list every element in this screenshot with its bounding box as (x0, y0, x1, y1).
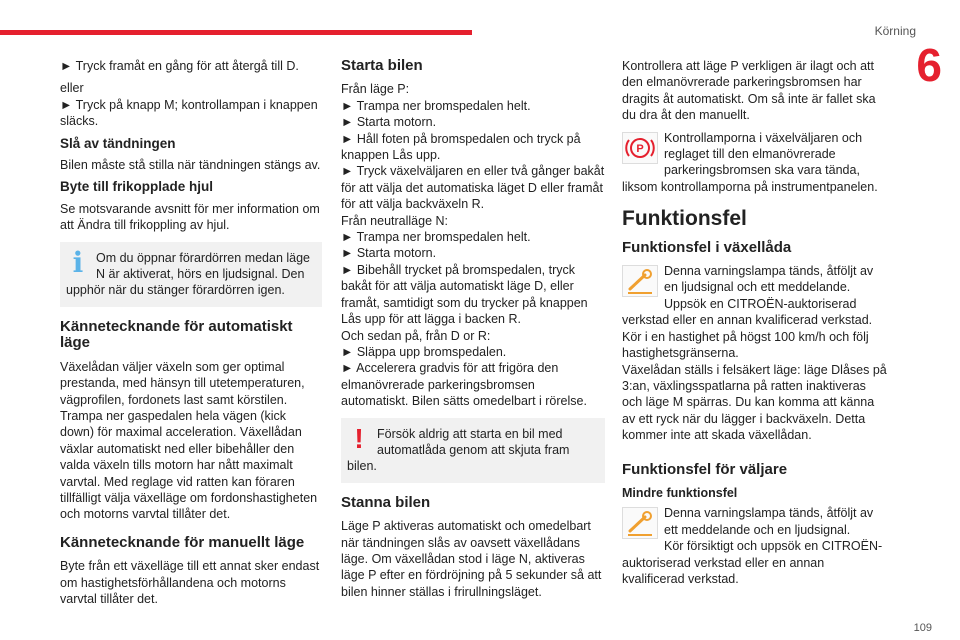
info-note (60, 242, 322, 307)
parking-brake-icon (622, 132, 658, 164)
paragraph: Denna varningslampa tänds, åtföljt av ett meddelande och en ljudsignal. Kör försiktigt och uppsök en CITROËN-auktoriserad verkstad eller en annan kvalificerad verkstad. (622, 506, 883, 586)
paragraph: Kontrollera att läge P verkligen är ilagt och att den elmanövrerade parkeringsbromsen har dragits åt automatiskt. Om så inte är fallet ska du dra åt den manuellt. (622, 59, 876, 123)
page-number: 109 (913, 622, 932, 634)
paragraph: Se motsvarande avsnitt för mer information om att Ändra till frikoppling av hjul. (60, 201, 320, 233)
chapter-number: 6 (916, 39, 942, 91)
wrench-icon (622, 265, 658, 297)
heading-gearbox-fault: Funktionsfel i växellåda (622, 238, 792, 256)
paragraph: Denna varningslampa tänds, åtföljt av en ljudsignal och ett meddelande. Uppsök en CITROËN-auktoriserad verkstad eller en annan kvalificerad verkstad. Kör i en hastighet på högst 100 km/h och följ hastighetsgränserna. Växelådan ställs i felsäkert läge: läge Dlåses på 3:an, växlingsspatlarna på ratten inaktiveras och läge M spärras. Du kan komma att känna av ett ryck när du lägger i backväxeln. Detta kommer inte att skada växellådan. (622, 264, 887, 443)
paragraph: Kontrollamporna i växelväljaren och reglaget till den elmanövrerade parkeringsbromsen ska vara tända, liksom kontrollamporna på instrumentpanelen. (622, 130, 878, 194)
paragraph: ► Tryck framåt en gång för att återgå till D. (60, 59, 299, 73)
heading-fault: Funktionsfel (622, 207, 747, 231)
svg-text:P: P (636, 142, 644, 155)
heading-auto-mode: Kännetecknande för automatiskt läge (60, 317, 293, 352)
heading-minor-fault: Mindre funktionsfel (622, 485, 738, 500)
paragraph: Bilen måste stå stilla när tändningen stängs av. (60, 158, 321, 173)
section-title: Körning (874, 24, 916, 38)
paragraph: Växelådan väljer växeln som ger optimal prestanda, med hänsyn till utetemperaturen, vägprofilen, fordonets last samt körstilen. Trampa ner gaspedalen hela vägen (kick down) för maximal acceleration. Växellådan växlar automatiskt ned eller bibehåller den valda växeln tills motorn har nått maximalt varvtal. Med reglage vid ratten kan föraren tillfälligt välja växelläge om fordonshastigheten och motorns varvtal tillåter det. (60, 359, 318, 522)
heading-freewheel: Byte till frikopplade hjul (60, 179, 214, 195)
heading-selector-fault: Funktionsfel för väljare (622, 460, 788, 478)
paragraph: Från läge P: ► Trampa ner bromspedalen helt. ► Starta motorn. ► Håll foten på bromspedalen och tryck på knappen Lås upp. ► Tryck växelväljaren en eller två gånger bakåt för att välja det automatiska läget D eller framåt för att välja backväxeln R. Från neutralläge N: ► Trampa ner bromspedalen helt. ► Starta motorn. ► Bibehåll trycket på bromspedalen, tryck bakåt för att välja automatiskt läge D, eller framåt, samtidigt som du trycker på knappen Lås upp för att lägga i backen R. Och sedan på, från D or R: ► Släppa upp bromspedalen. ► Accelerera gradvis för att frigöra den elmanövrerade parkeringsbromsen automatiskt. Bilen sätts omedelbart i rörelse. (341, 82, 605, 409)
warning-icon: ! (354, 422, 364, 454)
note-text: Om du öppnar förardörren medan läge N är aktiverat, hörs en ljudsignal. Den upphör när du stänger förardörren igen. (66, 250, 311, 298)
heading-start: Starta bilen (341, 57, 423, 74)
heading-manual-mode: Kännetecknande för manuellt läge (60, 533, 305, 551)
gearbox-lamp-block (622, 263, 887, 449)
wrench-icon (622, 507, 658, 539)
paragraph: Läge P aktiveras automatiskt och omedelbart när tändningen slås av oavsett växellådans läge. Om växellådan stod i läge N, aktiveras läge P efter en fördröjning på 5 sekunder så att bilen hinner ställas i frirullningsläget. (341, 519, 602, 599)
top-accent-bar (0, 30, 472, 35)
minor-lamp-block (622, 505, 887, 593)
column-middle (341, 58, 605, 606)
paragraph: Byte från ett växelläge till ett annat sker endast om hastighetsförhållandena och motorns varvtal tillåter det. (60, 559, 320, 606)
column-left (60, 58, 322, 613)
heading-shutdown: Slå av tändningen (60, 135, 176, 151)
info-icon: i (72, 245, 84, 279)
paragraph: eller (60, 81, 84, 96)
column-right (622, 58, 887, 593)
heading-stop: Stanna bilen (341, 493, 431, 511)
paragraph: ► Tryck på knapp M; kontrollampan i knappen släcks. (60, 97, 318, 129)
warning-note (341, 418, 605, 483)
parking-lamp-block (622, 130, 887, 202)
warning-text: Försök aldrig att starta en bil med automatlåda genom att skjuta fram bilen. (347, 426, 570, 474)
